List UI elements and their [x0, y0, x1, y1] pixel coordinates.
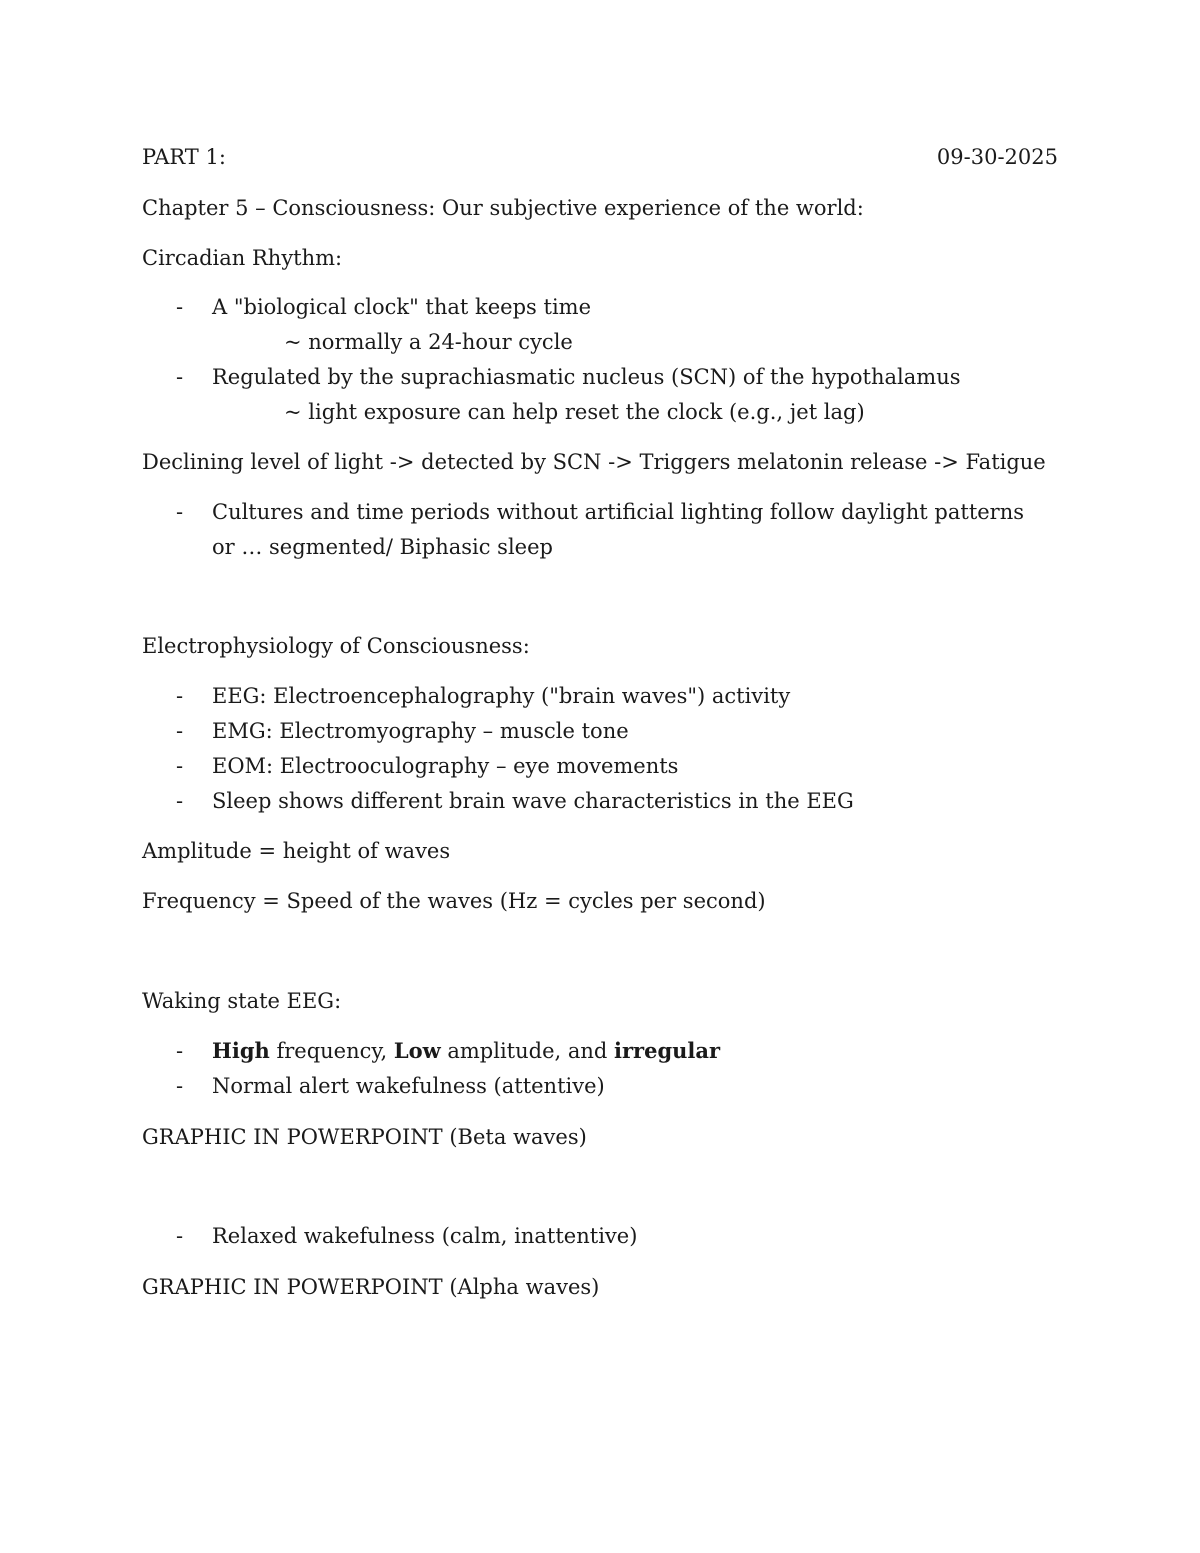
bullet-item — [176, 788, 854, 814]
electro-heading: Electrophysiology of Consciousness: — [142, 634, 530, 658]
bullet-dash: - — [176, 754, 184, 778]
bullet-text: Cultures and time periods without artificial lighting follow daylight patterns — [212, 500, 1025, 524]
bold-low: Low — [393, 1038, 441, 1063]
bullet-dash: - — [176, 789, 184, 813]
bullet-dash: - — [176, 1224, 184, 1248]
bullet-item — [176, 753, 678, 779]
bullet-item — [176, 364, 961, 390]
amplitude-definition: Amplitude = height of waves — [142, 839, 451, 863]
bullet-item — [176, 1223, 637, 1249]
bullet-text: amplitude, and — [440, 1039, 615, 1063]
bullet-continuation: or … segmented/ Biphasic sleep — [212, 535, 553, 559]
sub-note: ~ normally a 24-hour cycle — [284, 330, 573, 354]
bullet-item — [176, 1073, 605, 1099]
bullet-text: Relaxed wakefulness (calm, inattentive) — [212, 1224, 638, 1248]
bullet-item — [176, 1038, 720, 1064]
graphic-note-beta: GRAPHIC IN POWERPOINT (Beta waves) — [142, 1125, 587, 1149]
bullet-dash: - — [176, 295, 184, 319]
bold-high: High — [212, 1038, 270, 1063]
bullet-item — [176, 294, 591, 320]
bullet-text: frequency, — [269, 1039, 394, 1063]
part-label: PART 1: — [142, 145, 226, 169]
bullet-text: Normal alert wakefulness (attentive) — [212, 1074, 605, 1098]
bullet-text: Sleep shows different brain wave characteristics in the EEG — [212, 789, 854, 813]
declining-text: Declining level of light -> detected by SCN -> Triggers melatonin release -> Fatigue — [142, 450, 1046, 474]
circadian-heading: Circadian Rhythm: — [142, 246, 343, 270]
date-label: 09-30-2025 — [936, 145, 1058, 169]
graphic-note-alpha: GRAPHIC IN POWERPOINT (Alpha waves) — [142, 1275, 600, 1299]
bullet-text: A "biological clock" that keeps time — [212, 295, 592, 319]
bullet-dash: - — [176, 1039, 184, 1063]
bullet-dash: - — [176, 365, 184, 389]
bullet-text: EEG: Electroencephalography ("brain waves") activity — [212, 684, 791, 708]
frequency-definition: Frequency = Speed of the waves (Hz = cycles per second) — [142, 889, 766, 913]
bullet-dash: - — [176, 719, 184, 743]
waking-heading: Waking state EEG: — [142, 989, 342, 1013]
bullet-item — [176, 683, 790, 709]
chapter-title: Chapter 5 – Consciousness: Our subjective experience of the world: — [142, 196, 864, 220]
bullet-dash: - — [176, 1074, 184, 1098]
bullet-item — [176, 499, 1024, 525]
bullet-text: EOM: Electrooculography – eye movements — [212, 754, 679, 778]
bullet-text: EMG: Electromyography – muscle tone — [212, 719, 629, 743]
bold-irregular: irregular — [614, 1038, 721, 1063]
bullet-dash: - — [176, 500, 184, 524]
bullet-item — [176, 718, 629, 744]
bullet-dash: - — [176, 684, 184, 708]
bullet-text: Regulated by the suprachiasmatic nucleus (SCN) of the hypothalamus — [212, 365, 961, 389]
sub-note: ~ light exposure can help reset the clock (e.g., jet lag) — [284, 400, 865, 424]
